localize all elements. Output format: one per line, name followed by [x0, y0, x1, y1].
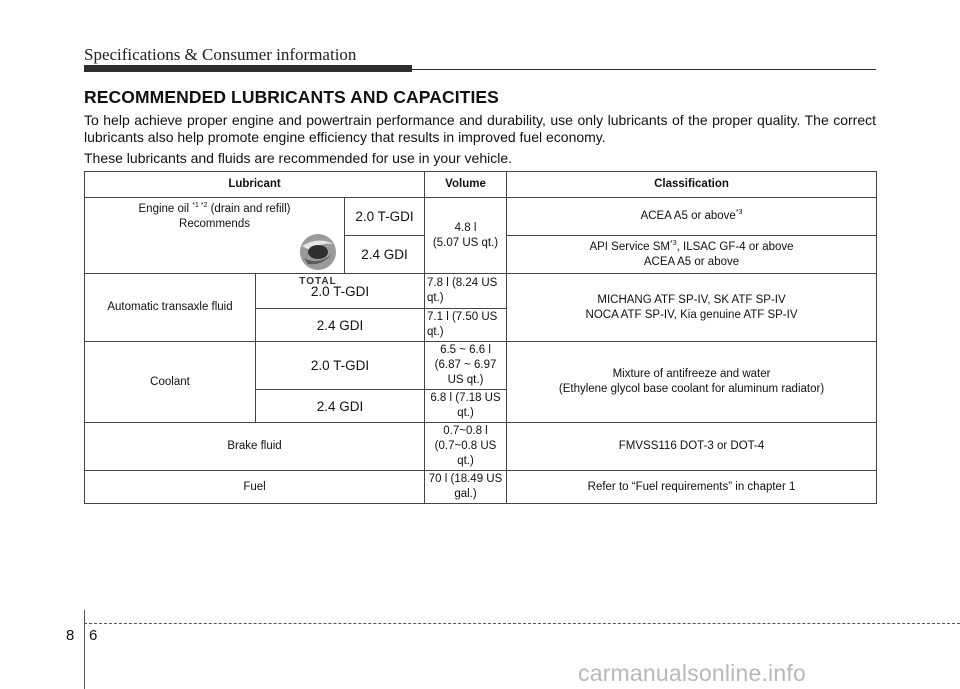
header-rule	[412, 69, 876, 70]
table-header-row	[85, 172, 877, 198]
transaxle-class-line2: NOCA ATF SP-IV, Kia genuine ATF SP-IV	[585, 308, 798, 321]
transaxle-volume-1: 7.8 l (8.24 US qt.)	[425, 274, 507, 309]
coolant-class	[507, 342, 877, 423]
engine-oil-volume-line1: 4.8 l	[454, 221, 477, 234]
brake-label: Brake fluid	[85, 423, 425, 471]
engine-oil-class-2-a: API Service SM	[589, 240, 670, 253]
table-row	[85, 423, 877, 471]
engine-oil-class-1	[507, 198, 877, 236]
transaxle-volume-2: 7.1 l (7.50 US qt.)	[425, 309, 507, 342]
coolant-volume-1	[425, 342, 507, 390]
coolant-engine-1: 2.0 T-GDI	[256, 342, 425, 390]
engine-oil-label-suffix: (drain and refill)	[207, 203, 291, 215]
brake-volume	[425, 423, 507, 471]
engine-oil-engine-2: 2.4 GDI	[345, 236, 425, 274]
table-row	[85, 274, 877, 309]
transaxle-class-line1: MICHANG ATF SP-IV, SK ATF SP-IV	[597, 293, 786, 306]
transaxle-label: Automatic transaxle fluid	[85, 274, 256, 342]
fuel-class: Refer to “Fuel requirements” in chapter 1	[507, 471, 877, 504]
brake-class: FMVSS116 DOT-3 or DOT-4	[507, 423, 877, 471]
total-logo-icon	[292, 232, 344, 288]
page-number: 6	[89, 627, 98, 644]
engine-oil-class-1-text: ACEA A5 or above	[640, 210, 736, 222]
engine-oil-engine-1: 2.0 T-GDI	[345, 198, 425, 236]
lubricants-table	[84, 171, 877, 504]
total-logo	[292, 232, 344, 293]
engine-oil-class-2-b: , ILSAC GF-4 or above	[676, 240, 794, 253]
transaxle-engine-2: 2.4 GDI	[256, 309, 425, 342]
footer-divider	[84, 610, 85, 689]
section-header: Specifications & Consumer information	[84, 45, 357, 64]
engine-oil-volume	[425, 198, 507, 274]
brake-volume-line1: 0.7~0.8 l	[443, 425, 488, 437]
intro-paragraph: To help achieve proper engine and powertrain performance and durability, use only lubricants of the proper quality. The correct lubricants also help promote engine efficiency that results in improved fuel economy.	[84, 112, 876, 145]
coolant-label: Coolant	[85, 342, 256, 423]
table-row	[85, 198, 877, 236]
intro-paragraph-2: These lubricants and fluids are recommended for use in your vehicle.	[84, 150, 512, 166]
coolant-volume-2: 6.8 l (7.18 US qt.)	[425, 390, 507, 423]
engine-oil-volume-line2: (5.07 US qt.)	[432, 236, 499, 249]
transaxle-class	[507, 274, 877, 342]
engine-oil-class-2-line2: ACEA A5 or above	[643, 255, 740, 268]
recommends-label: Recommends	[179, 218, 250, 230]
table-row	[85, 342, 877, 390]
svg-text:TOTAL: TOTAL	[299, 276, 337, 287]
coolant-class-line1: Mixture of antifreeze and water	[612, 368, 771, 380]
engine-oil-class-2-footnote: *3	[669, 239, 677, 247]
header-volume: Volume	[425, 172, 507, 198]
fuel-label: Fuel	[85, 471, 425, 504]
coolant-engine-2: 2.4 GDI	[256, 390, 425, 423]
engine-oil-footnote: *1 *2	[192, 202, 208, 209]
watermark: carmanualsonline.info	[578, 660, 806, 686]
fuel-volume: 70 l (18.49 US gal.)	[425, 471, 507, 504]
chapter-number: 8	[66, 627, 75, 644]
coolant-class-line2: (Ethylene glycol base coolant for aluminum radiator)	[558, 383, 825, 395]
header-bar	[84, 65, 412, 72]
coolant-volume-1-line1: 6.5 ~ 6.6 l	[440, 344, 491, 356]
page-title: RECOMMENDED LUBRICANTS AND CAPACITIES	[84, 87, 499, 107]
engine-oil-class-1-footnote: *3	[735, 209, 743, 216]
header-lubricant: Lubricant	[85, 172, 425, 198]
engine-oil-label: Engine oil	[138, 203, 193, 215]
engine-oil-class-2	[507, 236, 877, 274]
engine-oil-label-cell	[85, 198, 345, 287]
coolant-volume-1-line2: (6.87 ~ 6.97 US qt.)	[434, 359, 497, 386]
transaxle-engine-1: 2.0 T-GDI	[256, 274, 425, 309]
footer-rule	[84, 623, 960, 624]
table-row	[85, 471, 877, 504]
header-classification: Classification	[507, 172, 877, 198]
brake-volume-line2: (0.7~0.8 US qt.)	[434, 440, 497, 467]
